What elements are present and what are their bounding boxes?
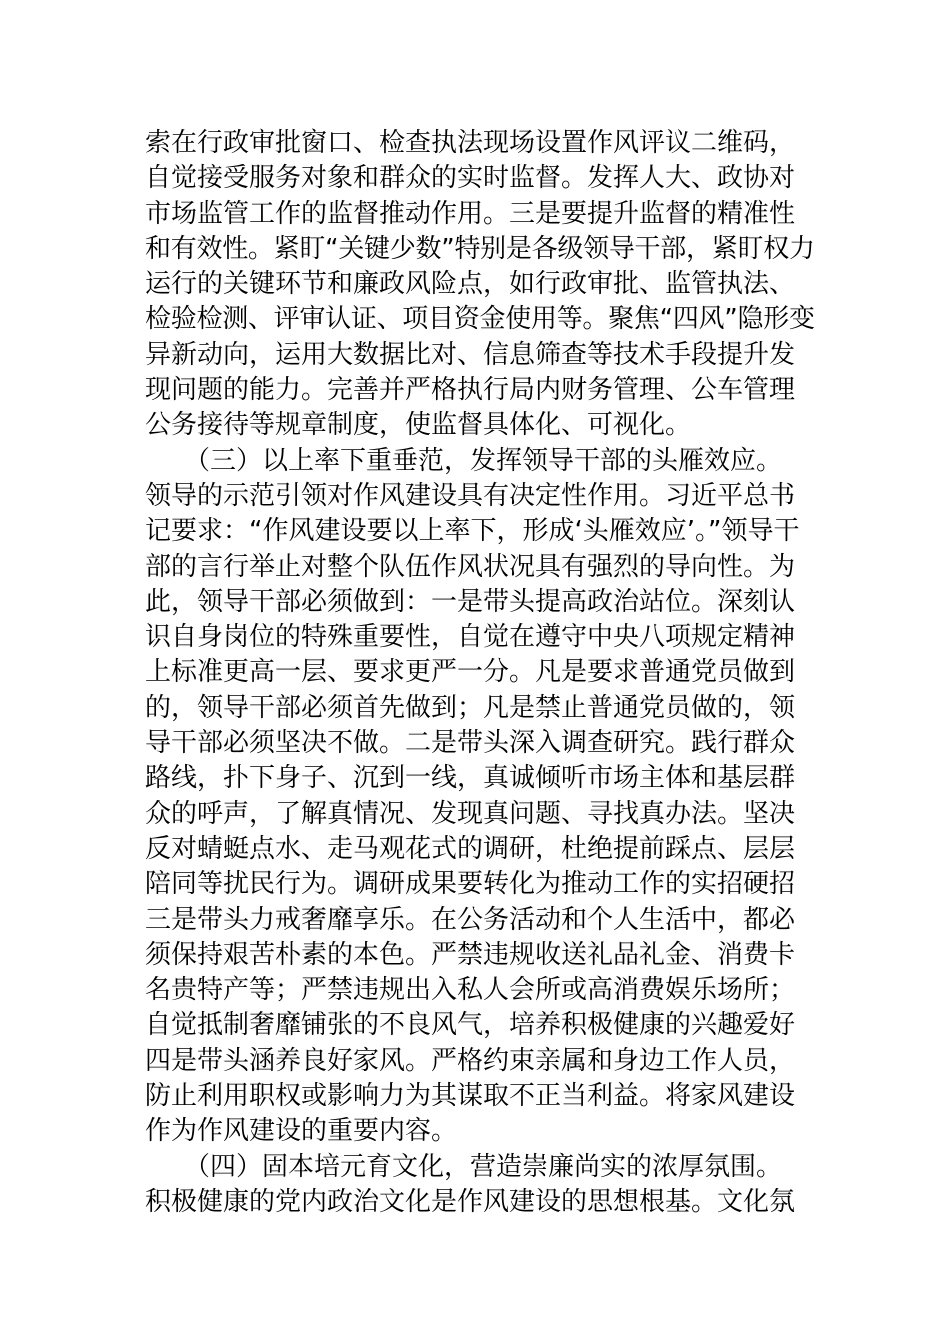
text-line: 检验检测、评审认证、项目资金使用等。聚焦“四风”隐形变 — [145, 304, 815, 335]
text-line: 积极健康的党内政治文化是作风建设的思想根基。文化氛 — [145, 1186, 796, 1217]
text-line: 部的言行举止对整个队伍作风状况具有强烈的导向性。为 — [145, 551, 796, 582]
text-line: 防止利用职权或影响力为其谋取不正当利益。将家风建设 — [145, 1081, 796, 1112]
text-line: （三）以上率下重垂范，发挥领导干部的头雁效应。 — [145, 445, 783, 476]
text-line: 运行的关键环节和廉政风险点，如行政审批、监管执法、 — [145, 269, 796, 300]
text-line: 上标准更高一层、要求更严一分。凡是要求普通党员做到 — [145, 657, 796, 688]
text-line: 四是带头涵养良好家风。严格约束亲属和身边工作人员， — [145, 1045, 796, 1076]
text-line: 识自身岗位的特殊重要性，自觉在遵守中央八项规定精神 — [145, 622, 796, 653]
text-line: 导干部必须坚决不做。二是带头深入调查研究。践行群众 — [145, 728, 796, 759]
text-line: 陪同等扰民行为。调研成果要转化为推动工作的实招硬招 — [145, 869, 796, 900]
text-line: 记要求：“作风建设要以上率下，形成‘头雁效应’。”领导干 — [145, 516, 800, 547]
text-line: 反对蜻蜓点水、走马观花式的调研，杜绝提前踩点、层层 — [145, 833, 796, 864]
text-line: 自觉接受服务对象和群众的实时监督。发挥人大、政协对 — [145, 163, 796, 194]
text-line: 和有效性。紧盯“关键少数”特别是各级领导干部，紧盯权力 — [145, 233, 815, 264]
text-line: 三是带头力戒奢靡享乐。在公务活动和个人生活中，都必 — [145, 904, 796, 935]
text-line: 此，领导干部必须做到：一是带头提高政治站位。深刻认 — [145, 586, 796, 617]
text-line: 索在行政审批窗口、检查执法现场设置作风评议二维码， — [145, 128, 796, 158]
text-line: 路线，扑下身子、沉到一线，真诚倾听市场主体和基层群 — [145, 763, 796, 794]
text-line: （四）固本培元育文化，营造崇廉尚实的浓厚氛围。 — [145, 1151, 783, 1182]
text-line: 现问题的能力。完善并严格执行局内财务管理、公车管理 — [145, 375, 796, 406]
text-line: 异新动向，运用大数据比对、信息筛查等技术手段提升发 — [145, 339, 796, 370]
text-line: 市场监管工作的监督推动作用。三是要提升监督的精准性 — [145, 198, 796, 229]
text-line: 领导的示范引领对作风建设具有决定性作用。习近平总书 — [145, 480, 796, 511]
text-line: 须保持艰苦朴素的本色。严禁违规收送礼品礼金、消费卡 — [145, 939, 796, 970]
text-line: 公务接待等规章制度，使监督具体化、可视化。 — [145, 410, 692, 441]
body-text — [145, 126, 815, 1220]
text-line: 的，领导干部必须首先做到；凡是禁止普通党员做的，领 — [145, 692, 796, 723]
text-line: 名贵特产等；严禁违规出入私人会所或高消费娱乐场所； — [145, 975, 796, 1006]
text-line: 自觉抵制奢靡铺张的不良风气，培养积极健康的兴趣爱好 — [145, 1010, 796, 1041]
text-line: 作为作风建设的重要内容。 — [145, 1116, 458, 1147]
text-line: 众的呼声，了解真情况、发现真问题、寻找真办法。坚决 — [145, 798, 796, 829]
